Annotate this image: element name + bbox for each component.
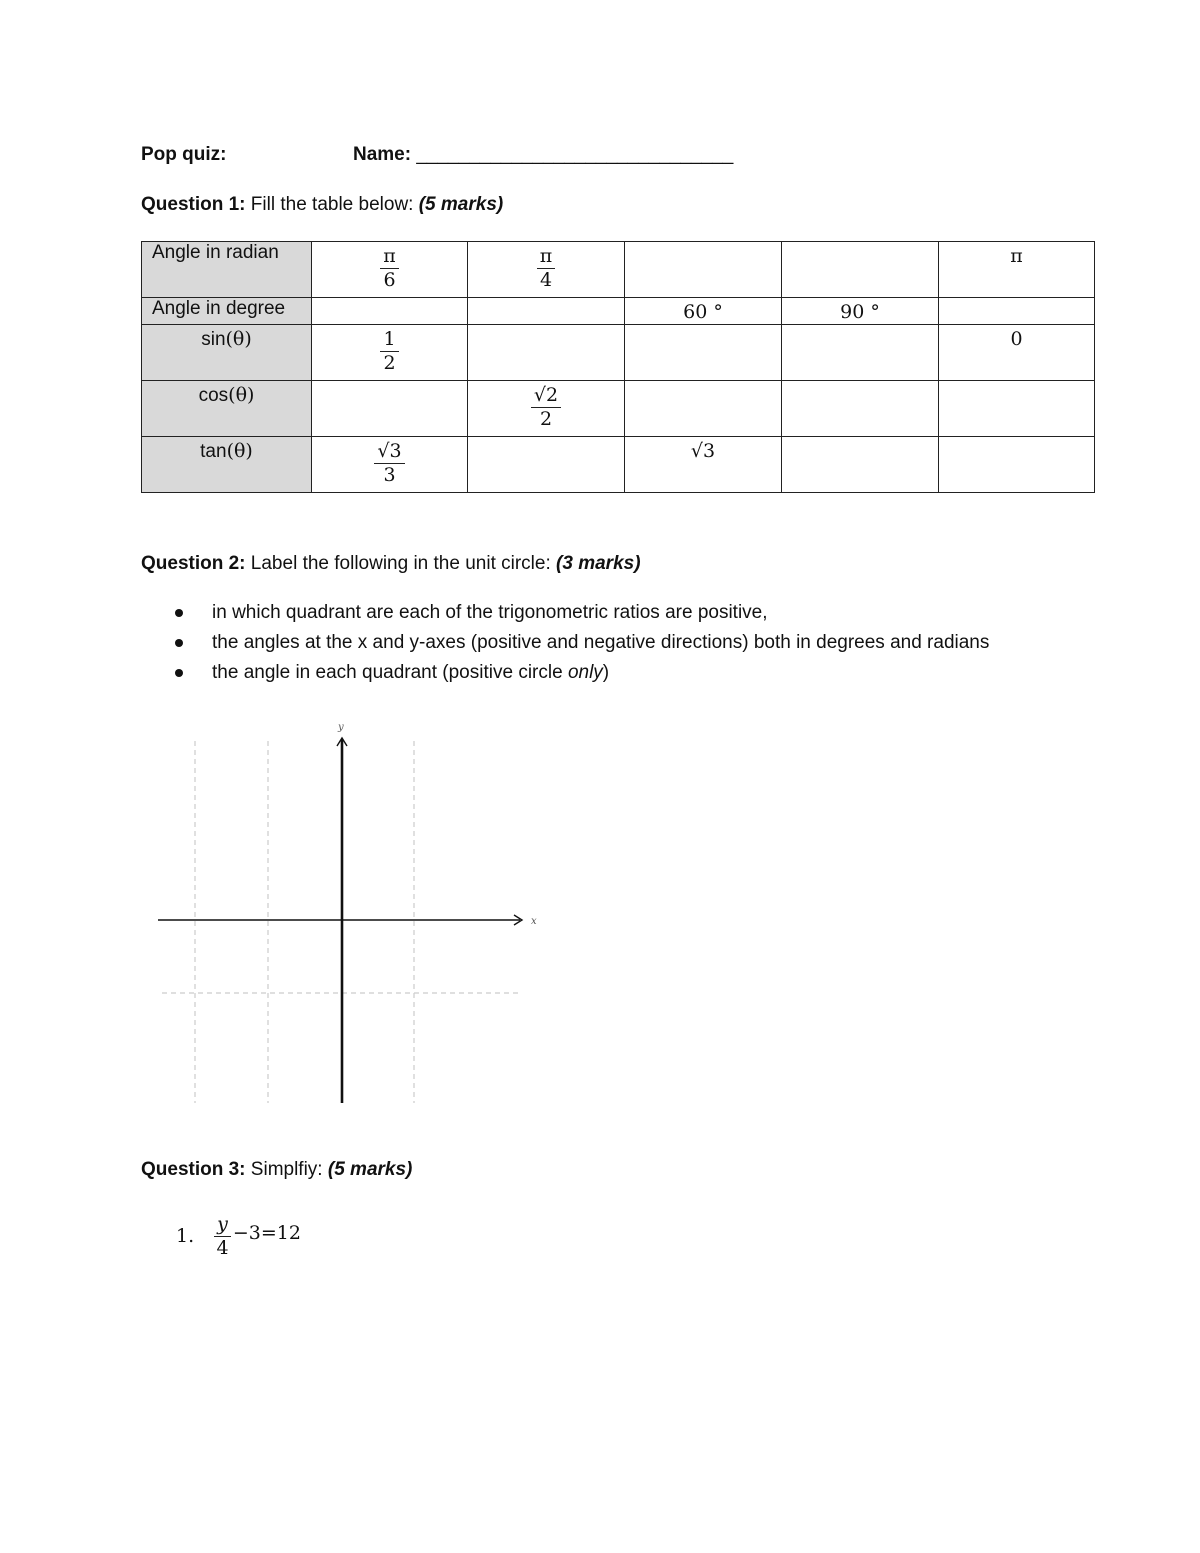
table-cell[interactable] bbox=[468, 437, 625, 493]
bullet-dot-icon bbox=[175, 609, 183, 617]
bullet-dot-icon bbox=[175, 669, 183, 677]
bullet-text: the angle in each quadrant (positive circle bbox=[212, 662, 568, 683]
name-blank: ______________________________ bbox=[416, 144, 734, 165]
question-2-marks: (3 marks) bbox=[556, 553, 641, 574]
quiz-title: Pop quiz: bbox=[141, 144, 227, 165]
table-cell[interactable] bbox=[312, 381, 468, 437]
table-row bbox=[142, 437, 1095, 493]
row-header-label: Angle in degree bbox=[152, 298, 286, 319]
y-axis-label: y bbox=[338, 722, 344, 733]
bullet-item bbox=[140, 598, 989, 628]
row-header-function bbox=[199, 384, 255, 407]
cell-value: π bbox=[1010, 245, 1023, 267]
table-cell[interactable] bbox=[625, 325, 782, 381]
fraction-numerator: √2 bbox=[531, 384, 561, 408]
bullet-item bbox=[140, 628, 989, 658]
bullet-text: the angles at the x and y-axes (positive and negative directions) both in degrees and radians bbox=[212, 632, 990, 653]
question-2-bullets bbox=[140, 598, 989, 688]
table-cell[interactable] bbox=[939, 437, 1095, 493]
bullet-text: in which quadrant are each of the trigonometric ratios are positive, bbox=[212, 602, 768, 623]
cell-fraction bbox=[537, 245, 556, 292]
fraction-numerator: π bbox=[380, 245, 399, 269]
table-cell[interactable] bbox=[782, 437, 939, 493]
name-label: Name: bbox=[353, 144, 412, 165]
fraction-denominator: 4 bbox=[539, 269, 553, 291]
row-header bbox=[142, 437, 312, 493]
table-cell[interactable] bbox=[782, 298, 939, 325]
question-3-heading bbox=[141, 1158, 412, 1182]
row-header bbox=[142, 298, 312, 325]
question-3-text: Simplfiy: bbox=[250, 1159, 323, 1180]
fraction-numerator: 1 bbox=[380, 328, 398, 352]
fraction-denominator: 6 bbox=[383, 269, 396, 291]
bullet-text-emphasis: only bbox=[567, 662, 603, 683]
table-cell[interactable] bbox=[782, 325, 939, 381]
function-argument: (θ) bbox=[226, 440, 253, 462]
table-cell[interactable] bbox=[939, 325, 1095, 381]
cell-value: √3 bbox=[690, 440, 716, 462]
cell-value: 90 ° bbox=[840, 301, 880, 323]
bullet-dot-icon bbox=[175, 639, 183, 647]
row-header bbox=[142, 242, 312, 298]
question-3-label: Question 3: bbox=[141, 1159, 246, 1180]
question-3-marks: (5 marks) bbox=[327, 1159, 413, 1180]
table-cell[interactable] bbox=[625, 437, 782, 493]
table-cell[interactable] bbox=[468, 298, 625, 325]
table-cell[interactable] bbox=[312, 437, 468, 493]
table-cell[interactable] bbox=[939, 242, 1095, 298]
fraction-denominator: 2 bbox=[539, 408, 553, 430]
table-cell[interactable] bbox=[782, 381, 939, 437]
cell-fraction bbox=[380, 245, 399, 292]
unit-circle-axes bbox=[150, 715, 550, 1115]
equation-rest: −3=12 bbox=[232, 1222, 301, 1244]
fraction-denominator: 2 bbox=[383, 352, 396, 374]
row-header-label: Angle in radian bbox=[152, 242, 279, 263]
item-number: 1. bbox=[176, 1225, 195, 1247]
table-row bbox=[142, 325, 1095, 381]
cell-value: 60 ° bbox=[683, 301, 723, 323]
table-cell[interactable] bbox=[782, 242, 939, 298]
bullet-text-end: ) bbox=[602, 662, 610, 683]
table-cell[interactable] bbox=[625, 298, 782, 325]
table-cell[interactable] bbox=[939, 298, 1095, 325]
row-header-function bbox=[200, 440, 253, 463]
function-argument: (θ) bbox=[225, 328, 252, 350]
name-field[interactable] bbox=[353, 143, 733, 167]
cell-value: 0 bbox=[1010, 328, 1023, 350]
function-name: cos bbox=[198, 385, 229, 406]
table-cell[interactable] bbox=[312, 242, 468, 298]
row-header bbox=[142, 325, 312, 381]
fraction-numerator: y bbox=[214, 1213, 231, 1237]
fraction-denominator: 3 bbox=[383, 464, 396, 486]
table-cell[interactable] bbox=[939, 381, 1095, 437]
trig-table bbox=[141, 241, 1095, 493]
row-header bbox=[142, 381, 312, 437]
table-row bbox=[142, 298, 1095, 325]
question-1-label: Question 1: bbox=[141, 194, 246, 215]
question-1-marks: (5 marks) bbox=[418, 194, 504, 215]
table-cell[interactable] bbox=[312, 298, 468, 325]
question-1-text: Fill the table below: bbox=[250, 194, 414, 215]
table-cell[interactable] bbox=[468, 325, 625, 381]
bullet-item bbox=[140, 658, 989, 688]
question-2-heading bbox=[141, 552, 641, 576]
cell-fraction bbox=[380, 328, 398, 375]
row-header-function bbox=[201, 328, 252, 351]
table-cell[interactable] bbox=[625, 242, 782, 298]
cell-fraction bbox=[531, 384, 561, 431]
x-axis-label: x bbox=[531, 916, 537, 927]
equation-fraction bbox=[214, 1213, 231, 1260]
fraction-numerator: √3 bbox=[374, 440, 404, 464]
table-cell[interactable] bbox=[468, 381, 625, 437]
question-2-text: Label the following in the unit circle: bbox=[250, 553, 551, 574]
table-cell[interactable] bbox=[312, 325, 468, 381]
fraction-denominator: 4 bbox=[216, 1237, 229, 1259]
equation-item bbox=[176, 1210, 301, 1260]
fraction-numerator: π bbox=[537, 245, 556, 269]
function-argument: (θ) bbox=[228, 384, 255, 406]
table-row bbox=[142, 381, 1095, 437]
function-name: sin bbox=[201, 329, 226, 350]
cell-fraction bbox=[374, 440, 404, 487]
question-2-label: Question 2: bbox=[141, 553, 246, 574]
question-1-heading bbox=[141, 193, 503, 217]
function-name: tan bbox=[200, 441, 227, 462]
table-cell[interactable] bbox=[625, 381, 782, 437]
table-cell[interactable] bbox=[468, 242, 625, 298]
table-row bbox=[142, 242, 1095, 298]
